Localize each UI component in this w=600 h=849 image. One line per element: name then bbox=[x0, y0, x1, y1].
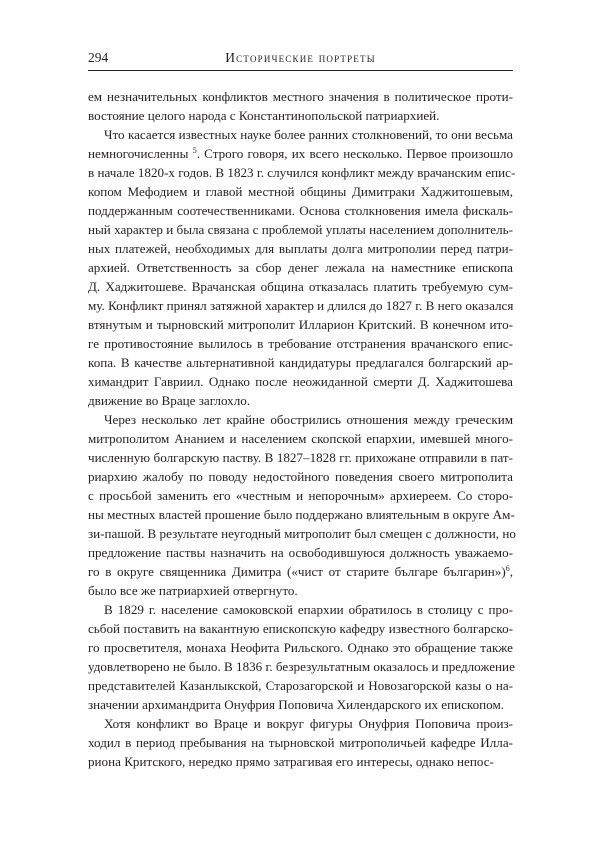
text-line: поддержанным соотечественниками. Основа столкновения имела фискаль- bbox=[88, 203, 513, 218]
text-line: предложение паствы назначить на освободившуюся должность уважаемо- bbox=[88, 545, 513, 560]
text-line: копа. В качестве альтернативной кандидатуры предлагался болгарский ар- bbox=[88, 355, 513, 370]
text-line: риархию жалобу по поводу недостойного поведения своего митрополита bbox=[88, 469, 513, 484]
text-line: движение во Враце заглохло. bbox=[88, 393, 251, 408]
text-line: го просветителя, монаха Неофита Рильского. Однако это обращение также bbox=[88, 640, 513, 655]
page-number: 294 bbox=[88, 50, 109, 65]
text-line: Д. Хаджитошеве. Врачанская община отказалась платить требуемую сум- bbox=[88, 279, 513, 294]
text-line: зи-пашой. В результате неугодный митрополит был смещен с должности, но bbox=[88, 526, 516, 541]
text-line: Хотя конфликт во Враце и вокруг фигуры Онуфрия Поповича произ- bbox=[104, 716, 513, 731]
running-head bbox=[88, 48, 513, 68]
text-line: Что касается известных науке более ранних столкновений, то они весьма bbox=[104, 127, 513, 142]
text-line: митрополитом Ананием и населением скопской епархии, имевшей много- bbox=[88, 431, 513, 446]
text-line: представителей Казанлыкской, Старозагорской и Новозагорской казы о на- bbox=[88, 678, 513, 693]
text-line: удовлетворено не было. В 1836 г. безрезультатным оказалось и предложение bbox=[88, 659, 515, 674]
text-line: му. Конфликт принял затяжной характер и длился до 1827 г. В него оказался bbox=[88, 298, 514, 313]
paragraph bbox=[88, 87, 513, 125]
text-line: риона Критского, нередко прямо затрагивая его интересы, однако непос- bbox=[88, 754, 494, 769]
text-line: с просьбой заменить его «честным и непорочным» архиереем. Со сторо- bbox=[88, 488, 513, 503]
paragraph bbox=[88, 410, 516, 600]
text-line: численную болгарскую паству. В 1827–1828 гг. прихожане отправили в пат- bbox=[88, 450, 513, 465]
section-title: Исторические портреты bbox=[225, 50, 376, 65]
footnote-marker[interactable]: 6 bbox=[505, 564, 510, 573]
text-line: в начале 1820-х годов. В 1823 г. случился конфликт между врачанским епис- bbox=[88, 165, 516, 180]
text-line: В 1829 г. население самоковской епархии обратилось в столицу с про- bbox=[104, 602, 513, 617]
text-line: архией. Ответственность за сбор денег лежала на наместнике епископа bbox=[88, 260, 513, 275]
text-line: втянутым и тырновский митрополит Илларион Критский. В конечном ито- bbox=[88, 317, 513, 332]
text-line: ге противостояние вылилось в требование отстранения врачанского епис- bbox=[88, 336, 513, 351]
text-line: ных платежей, необходимых для выплаты долга митрополии перед патри- bbox=[88, 241, 513, 256]
text-line: копом Мефодием и главой местной общины Димитраки Хаджитошевым, bbox=[88, 184, 513, 199]
text-line: го в округе священника Димитра («чист от старите българе българин»)$^6$, bbox=[88, 564, 513, 579]
text-line: немногочисленны $^5$. Строго говоря, их всего несколько. Первое произошло bbox=[88, 146, 514, 161]
paragraph bbox=[88, 600, 513, 714]
text-line: ный характер и была связана с проблемой уплаты населением дополнитель- bbox=[88, 222, 513, 237]
text-line: востояние целого народа с Константинопольской патриархией. bbox=[88, 108, 440, 123]
paragraph bbox=[88, 714, 513, 771]
text-line: ны местных властей прошение было поддержано влиятельным в округе Ам- bbox=[88, 507, 515, 522]
footnote-marker[interactable]: 5 bbox=[192, 146, 197, 155]
text-line: ходил в период пребывания на тырновской митрополичьей кафедре Илла- bbox=[88, 735, 513, 750]
text-line: Через несколько лет крайне обострились отношения между греческим bbox=[104, 412, 513, 427]
paragraph bbox=[88, 125, 516, 410]
body-text bbox=[88, 87, 516, 771]
text-line: химандрит Гавриил. Однако после неожиданной смерти Д. Хаджитошева bbox=[88, 374, 513, 389]
header-rule bbox=[88, 70, 513, 71]
text-line: сьбой поставить на вакантную епископскую кафедру известного болгарско- bbox=[88, 621, 513, 636]
text-line: ем незначительных конфликтов местного значения в политическое проти- bbox=[88, 89, 513, 104]
text-line: было все же патриархией отвергнуто. bbox=[88, 583, 298, 598]
text-line: значении архимандрита Онуфрия Поповича Хилендарского их епископом. bbox=[88, 697, 505, 712]
